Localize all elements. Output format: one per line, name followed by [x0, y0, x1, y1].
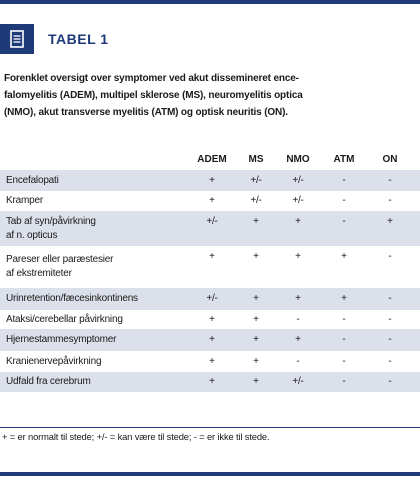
cell-atm: - — [342, 376, 346, 387]
row-label-line: af ekstremiteter — [6, 268, 72, 279]
cell-atm: - — [342, 174, 346, 186]
cell-ms: + — [253, 251, 259, 262]
row-label — [6, 313, 123, 327]
row-label — [6, 253, 113, 281]
table-row — [0, 351, 420, 372]
column-header-ms: MS — [248, 154, 264, 165]
cell-on: - — [388, 355, 392, 367]
cell-nmo: - — [296, 313, 300, 325]
cell-nmo: + — [295, 251, 301, 262]
cell-nmo: + — [295, 293, 301, 304]
row-label-line: Kranienervepåvirkning — [6, 355, 102, 367]
row-label-line: af n. opticus — [6, 229, 58, 241]
cell-atm: - — [342, 313, 346, 325]
cell-on: - — [388, 251, 392, 262]
cell-nmo: +/- — [292, 195, 304, 206]
cell-nmo: + — [295, 334, 301, 345]
row-label-line: Udfald fra cerebrum — [6, 376, 91, 387]
cell-on: - — [388, 195, 392, 206]
row-label — [6, 194, 43, 208]
cell-adem: + — [209, 251, 215, 262]
top-rule — [0, 0, 420, 4]
row-label — [6, 292, 138, 306]
column-header-nmo: NMO — [286, 154, 310, 165]
cell-nmo: + — [295, 216, 301, 227]
table-row — [0, 191, 420, 211]
cell-on: - — [388, 376, 392, 387]
row-label-line: Pareser eller paræstesier — [6, 254, 114, 265]
cell-on: - — [388, 293, 392, 304]
cell-ms: + — [253, 313, 259, 325]
cell-ms: +/- — [250, 195, 262, 206]
row-label-line: Tab af syn/påvirkning — [6, 215, 96, 227]
cell-ms: + — [253, 216, 259, 227]
cell-on: - — [388, 174, 392, 186]
cell-atm: + — [341, 293, 347, 304]
row-label — [6, 215, 96, 243]
bottom-rule — [0, 472, 420, 476]
row-label — [6, 355, 101, 369]
cell-adem: + — [209, 355, 215, 367]
caption-line: (NMO), akut transverse myelitis (ATM) og optisk neuritis (ON). — [4, 107, 288, 118]
cell-atm: - — [342, 355, 346, 367]
cell-ms: + — [253, 376, 259, 387]
table-row — [0, 372, 420, 392]
caption-line: Forenklet oversigt over symptomer ved akut dissemineret ence- — [4, 73, 299, 84]
cell-nmo: +/- — [292, 174, 304, 186]
row-label — [6, 375, 91, 389]
cell-atm: - — [342, 195, 346, 206]
cell-nmo: - — [296, 355, 300, 367]
cell-atm: - — [342, 334, 346, 345]
table-row — [0, 211, 420, 246]
table-row — [0, 288, 420, 310]
cell-on: + — [387, 216, 393, 227]
table-footnote: + = er normalt til stede; +/- = kan være til stede; - = er ikke til stede. — [2, 431, 270, 442]
cell-adem: + — [209, 334, 215, 345]
cell-ms: +/- — [250, 174, 262, 186]
table-caption — [4, 70, 414, 121]
cell-ms: + — [253, 293, 259, 304]
table-header — [0, 24, 109, 54]
row-label-line: Encefalopati — [6, 174, 59, 186]
cell-adem: + — [209, 174, 215, 186]
cell-adem: +/- — [206, 216, 218, 227]
table-body — [0, 170, 420, 392]
row-label-line: Ataksi/cerebellar påvirkning — [6, 313, 123, 325]
column-header-atm: ATM — [333, 154, 355, 165]
cell-adem: +/- — [206, 293, 218, 304]
document-icon — [0, 24, 34, 54]
row-label — [6, 174, 59, 188]
caption-line: falomyelitis (ADEM), multipel sklerose (MS), neuromyelitis optica — [4, 90, 303, 101]
cell-on: - — [388, 334, 392, 345]
symptom-table — [0, 148, 420, 392]
cell-atm: - — [342, 216, 346, 227]
row-label-line: Hjernestammesymptomer — [6, 334, 117, 345]
table-row — [0, 170, 420, 191]
column-header-adem: ADEM — [197, 154, 227, 165]
row-label-line: Urinretention/fæcesinkontinens — [6, 293, 138, 304]
cell-atm: + — [341, 251, 347, 262]
footnote-rule — [0, 427, 420, 428]
cell-on: - — [388, 313, 392, 325]
cell-adem: + — [209, 195, 215, 206]
cell-ms: + — [253, 334, 259, 345]
table-row — [0, 329, 420, 351]
table-row — [0, 246, 420, 288]
table-title: TABEL 1 — [48, 31, 109, 47]
cell-ms: + — [253, 355, 259, 367]
table-row — [0, 310, 420, 329]
table-head — [0, 148, 420, 170]
column-header-on: ON — [382, 154, 398, 165]
cell-adem: + — [209, 376, 215, 387]
row-label-line: Kramper — [6, 195, 43, 206]
row-label — [6, 333, 116, 347]
cell-nmo: +/- — [292, 376, 304, 387]
cell-adem: + — [209, 313, 215, 325]
